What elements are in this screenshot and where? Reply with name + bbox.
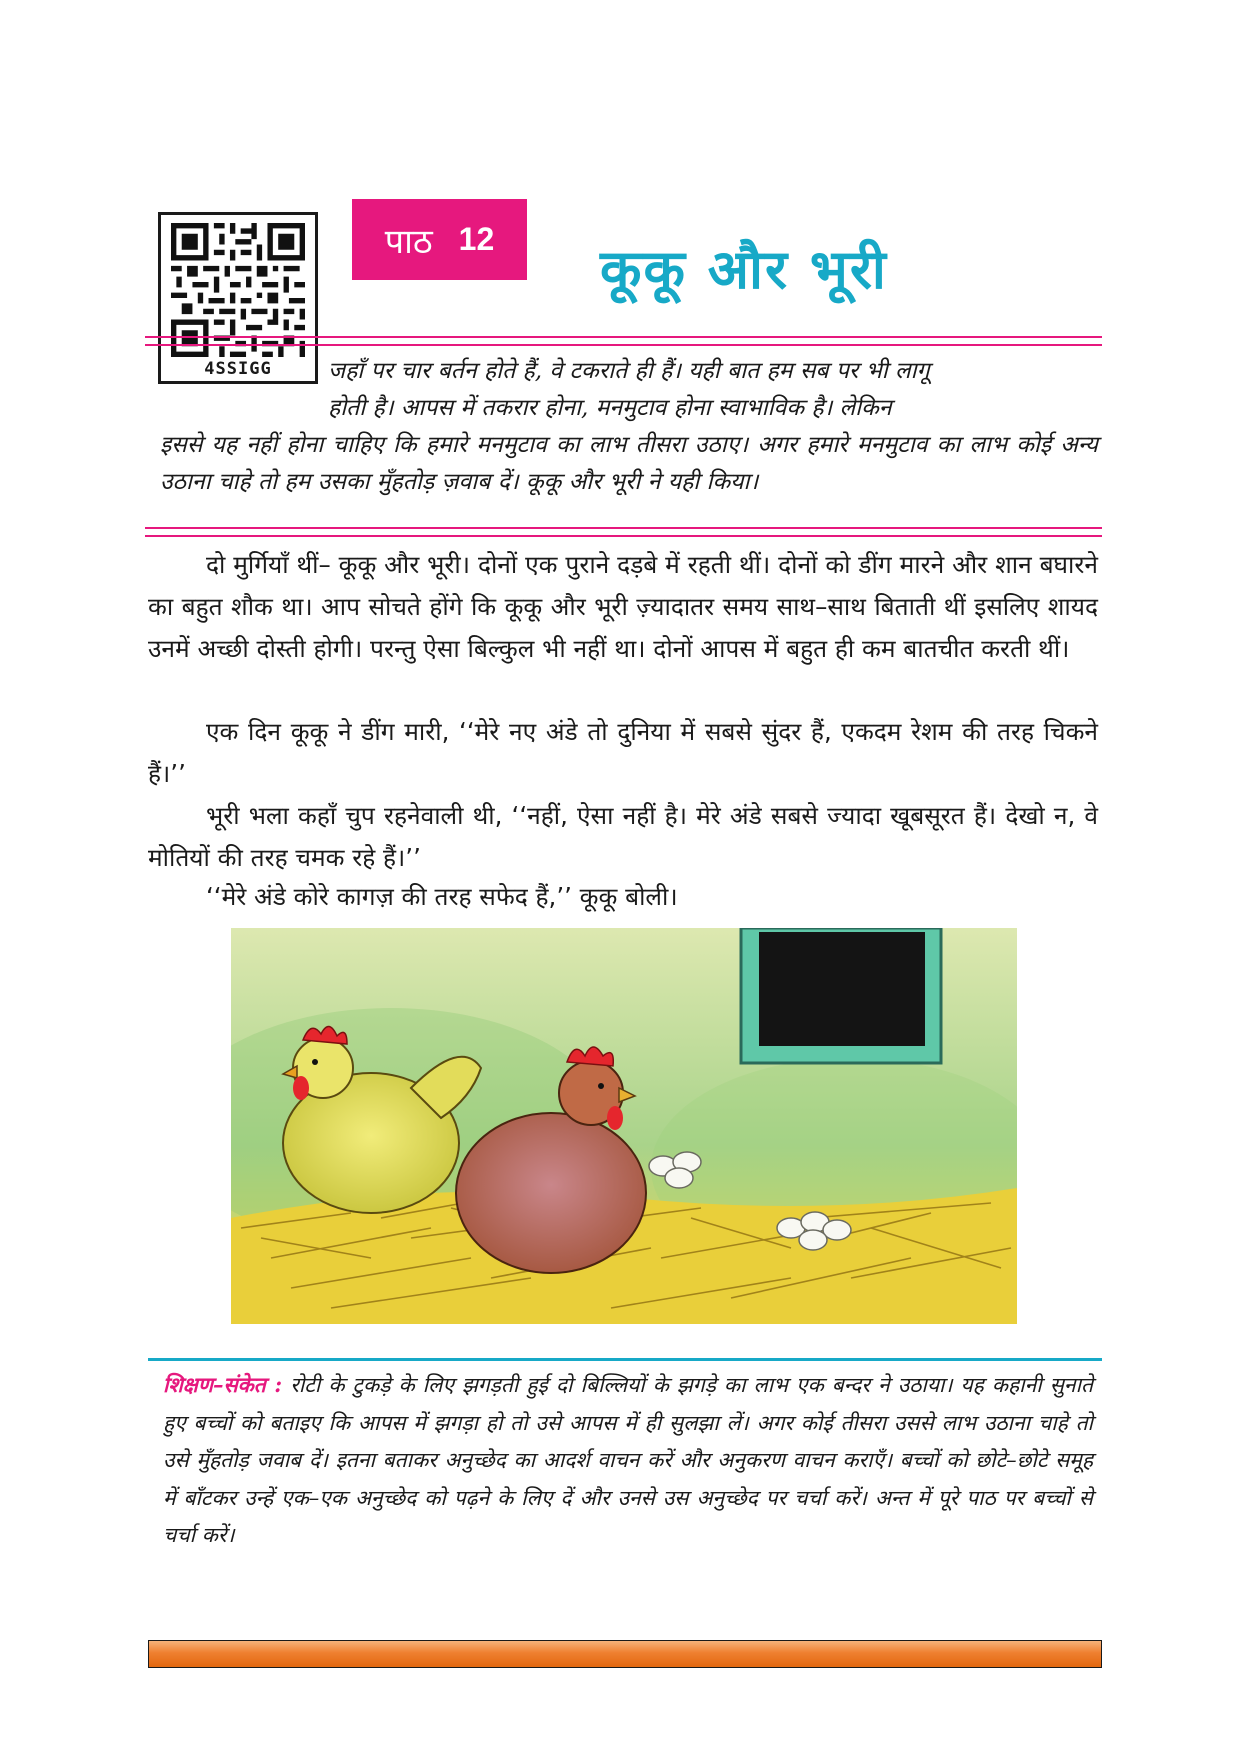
intro-top-rule-2: [145, 344, 1102, 346]
intro-line-2: होती है। आपस में तकरार होना, मनमुटाव होना स्वाभाविक है। लेकिन: [328, 395, 892, 421]
teaching-note-text: रोटी के टुकड़े के लिए झगड़ती हुई दो बिल्लियों के झगड़े का लाभ एक बन्दर ने उठाया। यह कहानी सुनाते हुए बच्चों को बताइए कि आपस में झगड़ा हो तो उसे आपस में ही सुलझा लें। अगर कोई तीसरा उससे लाभ उठाना चाहे तो उसे मुँहतोड़ जवाब दें। इतना बताकर अनुच्छेद का आदर्श वाचन करें और अनुकरण वाचन कराएँ। बच्चों को छोटे–छोटे समूह में बाँटकर उन्हें एक–एक अनुच्छेद को पढ़ने के लिए दें और उनसे उस अनुच्छेद पर चर्चा करें। अन्त में पूरे पाठ पर बच्चों से चर्चा करें।: [163, 1373, 1093, 1547]
qr-code[interactable]: [158, 212, 318, 384]
teaching-note-rule: [148, 1358, 1102, 1361]
intro-top-rule: [145, 336, 1102, 338]
two-hens-with-eggs-illustration: [231, 928, 1017, 1324]
intro-bottom-rule-2: [145, 535, 1102, 537]
footer-bar: [148, 1640, 1102, 1668]
teaching-note: [163, 1366, 1093, 1555]
qr-code-text: 4SSIGG: [204, 359, 272, 379]
story-paragraph-2: एक दिन कूकू ने डींग मारी, ‘‘मेरे नए अंडे तो दुनिया में सबसे सुंदर हैं, एकदम रेशम की तरह चिकने हैं।’’: [148, 717, 1098, 788]
lesson-badge: [352, 199, 527, 280]
story-paragraph-4: ‘‘मेरे अंडे कोरे कागज़ की तरह सफेद हैं,’’ कूकू बोली।: [206, 882, 678, 911]
lesson-number: 12: [458, 221, 495, 257]
lesson-label: पाठ: [384, 221, 433, 262]
story-illustration: [231, 928, 1017, 1324]
lesson-title: कूकू और भूरी: [600, 238, 888, 301]
story-paragraph-1: दो मुर्गियाँ थीं– कूकू और भूरी। दोनों एक पुराने दड़बे में रहती थीं। दोनों को डींग मारने और शान बघारने का बहुत शौक था। आप सोचते होंगे कि कूकू और भूरी ज़्यादातर समय साथ–साथ बिताती थीं इसलिए शायद उनमें अच्छी दोस्ती होगी। परन्तु ऐसा बिल्कुल भी नहीं था। दोनों आपस में बहुत ही कम बातचीत करती थीं।: [148, 550, 1098, 663]
teaching-note-label: शिक्षण–संकेत :: [163, 1372, 283, 1397]
story-paragraph-3: भूरी भला कहाँ चुप रहनेवाली थी, ‘‘नहीं, ऐसा नहीं है। मेरे अंडे सबसे ज्यादा खूबसूरत हैं। देखो न, वे मोतियों की तरह चमक रहे हैं।’’: [148, 801, 1098, 872]
intro-line-1: जहाँ पर चार बर्तन होते हैं, वे टकराते ही हैं। यही बात हम सब पर भी लागू: [328, 358, 930, 384]
intro-bottom-rule: [145, 527, 1102, 529]
intro-rest: इससे यह नहीं होना चाहिए कि हमारे मनमुटाव का लाभ तीसरा उठाए। अगर हमारे मनमुटाव का लाभ कोई अन्य उठाना चाहे तो हम उसका मुँहतोड़ ज़वाब दें। कूकू और भूरी ने यही किया।: [160, 432, 1098, 495]
